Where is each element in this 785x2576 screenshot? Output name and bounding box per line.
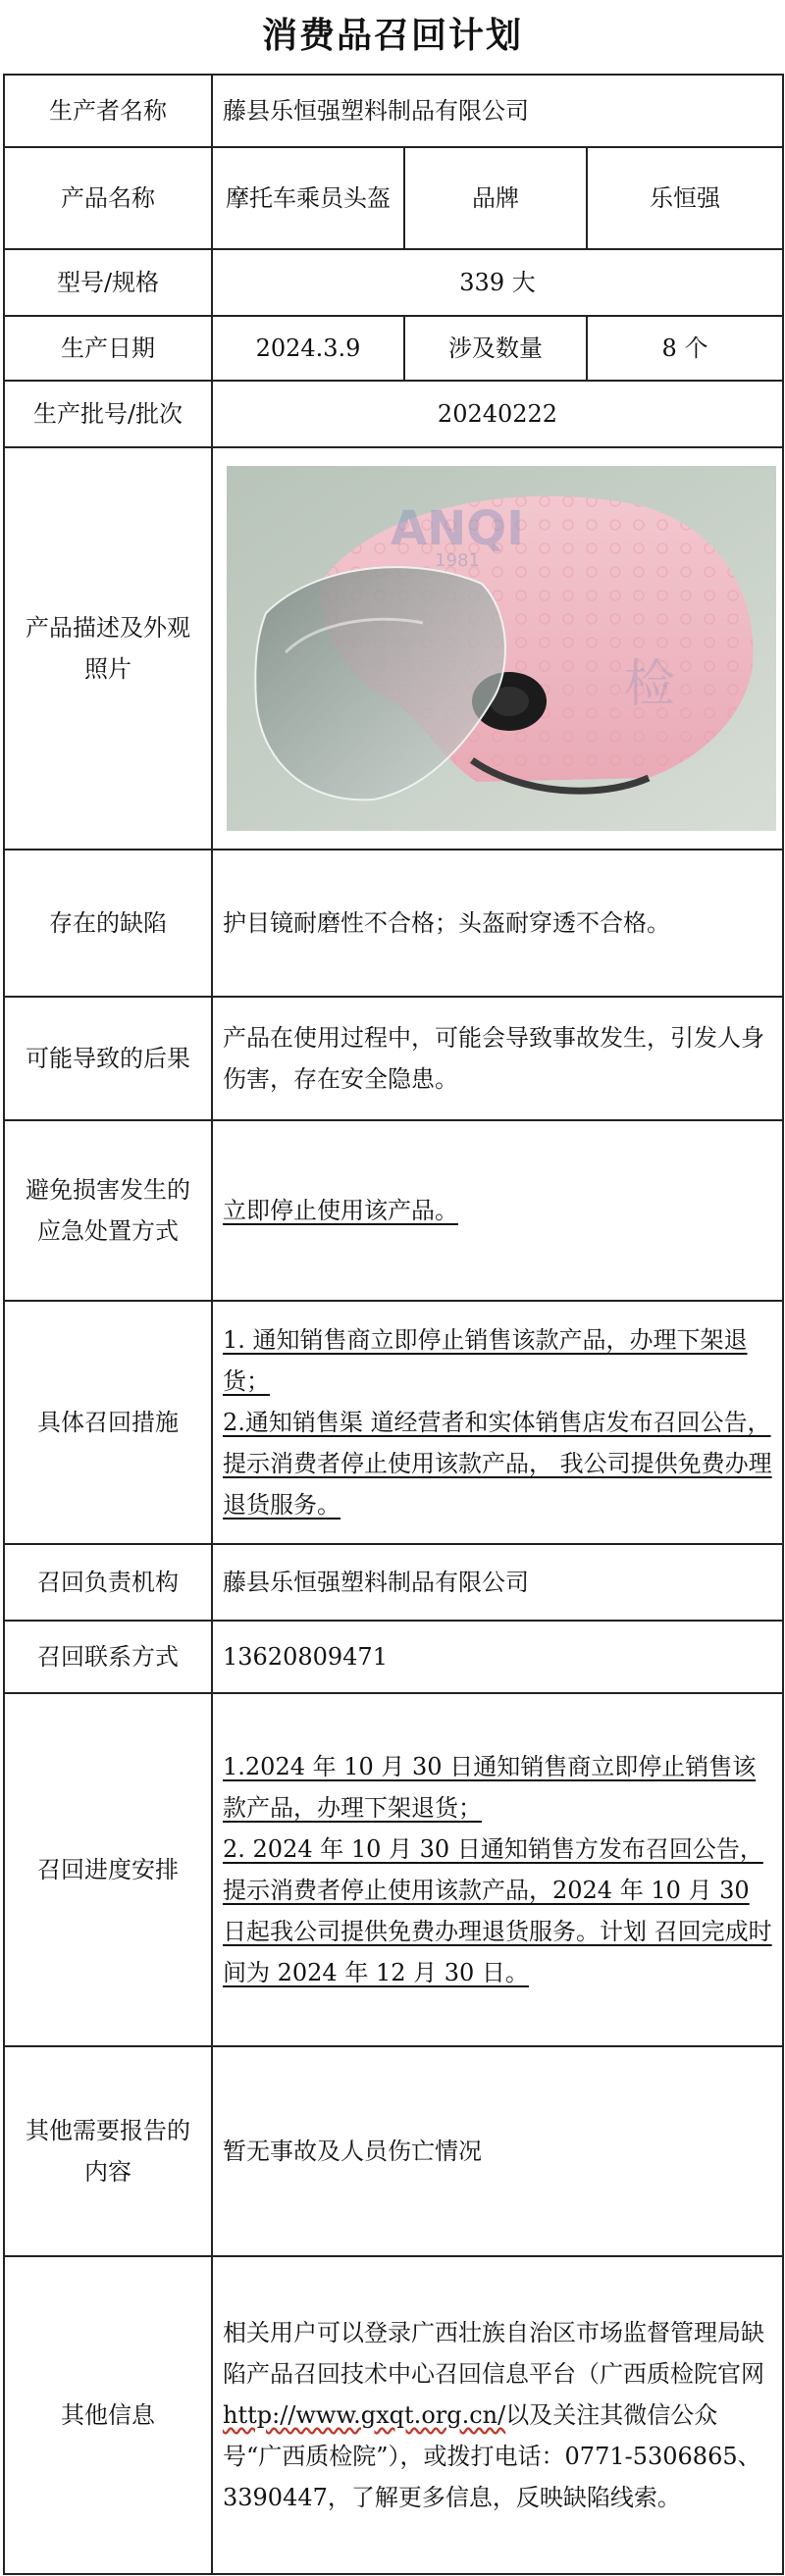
recall-plan-table: [3, 74, 784, 2575]
row-other: [4, 2256, 783, 2574]
row-measures: [4, 1301, 783, 1544]
row-batch: [4, 381, 783, 447]
row-contact: [4, 1621, 783, 1693]
measures-cell: [212, 1301, 783, 1544]
batch-value: 20240222: [212, 381, 783, 447]
row-product: [4, 147, 783, 249]
row-date: [4, 316, 783, 381]
schedule-item-1: 1.2024 年 10 月 30 日通知销售商立即停止销售该款产品，办理下架退货；: [223, 1753, 757, 1822]
watermark-text: ANQI: [391, 501, 524, 556]
row-emergency: [4, 1120, 783, 1301]
defect-label: 存在的缺陷: [4, 850, 212, 997]
row-report: [4, 2046, 783, 2256]
other-website-link[interactable]: http://www.gxqt.org.cn/: [223, 2401, 506, 2429]
row-schedule: [4, 1693, 783, 2046]
measures-item-2: 2.通知销售渠 道经营者和实体销售店发布召回公告，提示消费者停止使用该款产品， 我公司提供免费办理退货服务。: [223, 1409, 772, 1519]
schedule-label: 召回进度安排: [4, 1693, 212, 2046]
brand-label: 品牌: [404, 147, 587, 249]
producer-value: 藤县乐恒强塑料制品有限公司: [212, 75, 783, 147]
consequence-label: 可能导致的后果: [4, 997, 212, 1120]
product-value: 摩托车乘员头盔: [212, 147, 404, 249]
report-label: 其他需要报告的内容: [4, 2046, 212, 2256]
measures-item-1: 1. 通知销售商立即停止销售该款产品，办理下架退货；: [223, 1326, 748, 1395]
other-cell: [212, 2256, 783, 2574]
batch-label: 生产批号/批次: [4, 381, 212, 447]
other-label: 其他信息: [4, 2256, 212, 2574]
org-value: 藤县乐恒强塑料制品有限公司: [212, 1544, 783, 1621]
row-consequence: [4, 997, 783, 1120]
schedule-cell: [212, 1693, 783, 2046]
photo-cell: [212, 447, 783, 850]
other-text-2: 以及关注其微信公众号“广西质检院”），或拨打电话：0771-5306865、3390447，了解更多信息，反映缺陷线索。: [223, 2401, 761, 2511]
contact-value: 13620809471: [212, 1621, 783, 1693]
org-label: 召回负责机构: [4, 1544, 212, 1621]
emergency-value: 立即停止使用该产品。: [212, 1120, 783, 1301]
row-org: [4, 1544, 783, 1621]
model-value: 339 大: [212, 249, 783, 316]
product-label: 产品名称: [4, 147, 212, 249]
helmet-photo: [227, 466, 776, 831]
qty-label: 涉及数量: [404, 316, 587, 381]
watermark-year: 1981: [435, 550, 480, 571]
row-photo: [4, 447, 783, 850]
consequence-value: 产品在使用过程中，可能会导致事故发生，引发人身伤害，存在安全隐患。: [212, 997, 783, 1120]
row-producer: [4, 75, 783, 147]
page-title: 消费品召回计划: [261, 14, 523, 56]
contact-label: 召回联系方式: [4, 1621, 212, 1693]
date-value: 2024.3.9: [212, 316, 404, 381]
watermark-glyph: 检: [624, 655, 676, 714]
emergency-label: 避免损害发生的应急处置方式: [4, 1120, 212, 1301]
measures-label: 具体召回措施: [4, 1301, 212, 1544]
brand-value: 乐恒强: [587, 147, 783, 249]
defect-value: 护目镜耐磨性不合格；头盔耐穿透不合格。: [212, 850, 783, 997]
model-label: 型号/规格: [4, 249, 212, 316]
producer-label: 生产者名称: [4, 75, 212, 147]
row-model: [4, 249, 783, 316]
row-defect: [4, 850, 783, 997]
report-value: 暂无事故及人员伤亡情况: [212, 2046, 783, 2256]
qty-value: 8 个: [587, 316, 783, 381]
other-text-1: 相关用户可以登录广西壮族自治区市场监督管理局缺陷产品召回技术中心召回信息平台（广西质检院官网: [223, 2319, 764, 2388]
schedule-item-2: 2. 2024 年 10 月 30 日通知销售方发布召回公告，提示消费者停止使用该款产品，2024 年 10 月 30 日起我公司提供免费办理退货服务。计划 召回完成时间为 2024 年 12 月 30 日。: [223, 1835, 772, 1986]
photo-label: 产品描述及外观照片: [4, 447, 212, 850]
date-label: 生产日期: [4, 316, 212, 381]
